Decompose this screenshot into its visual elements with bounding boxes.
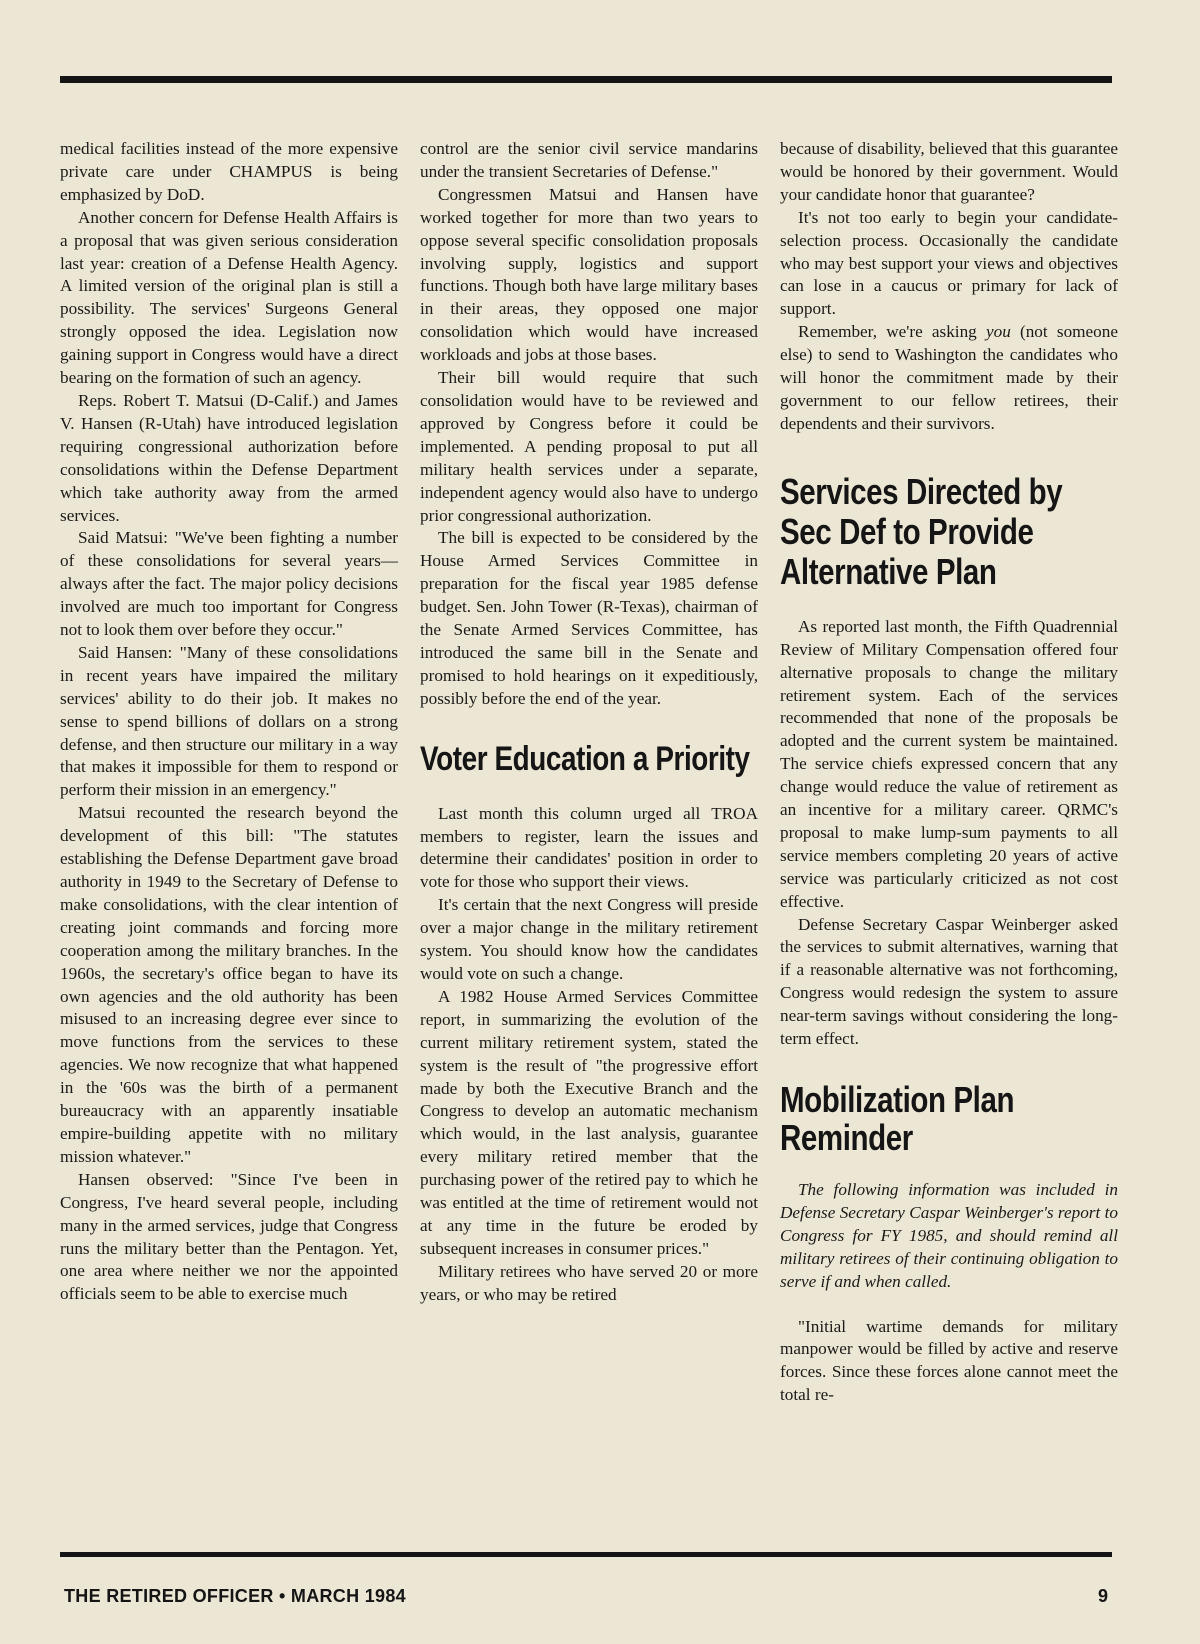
footer-publication: THE RETIRED OFFICER • MARCH 1984: [64, 1586, 406, 1606]
paragraph: Defense Secretary Caspar Weinberger asked the services to submit alternatives, warning that if a reasonable alternative was not forthcoming, Congress would redesign the system to assure near-term savings without considering the long-term effect.: [780, 914, 1118, 1049]
paragraph: because of disability, believed that this guarantee would be honored by their government. Would your candidate honor that guarantee?: [780, 139, 1118, 204]
section-headline: Mobilization Plan Reminder: [780, 1079, 1015, 1158]
paragraph: Said Hansen: "Many of these consolidations in recent years have impaired the military services' ability to do their job. It makes no sense to spend billions of dollars on a strong defense, and then structure our military in a way that makes it impossible for them to respond or perform their mission in an emergency.": [60, 642, 398, 800]
text-run: (not someone else) to send to Washington the candidates who will honor the commitment made by their government to our fellow retirees, their dependents and their survivors.: [780, 322, 1118, 433]
text-run: Remember, we're asking: [798, 322, 986, 342]
paragraph: Congressmen Matsui and Hansen have worked together for more than two years to oppose several specific consolidation proposals involving supply, logistics and support functions. Though both have large military bases in their areas, they opposed one major consolidation which would have increased workloads and jobs at those bases.: [420, 184, 758, 365]
paragraph: As reported last month, the Fifth Quadrennial Review of Military Compensation offered four alternative proposals to change the military retirement system. Each of the services recommended that none of the proposals be adopted and the current system be maintained. The service chiefs expressed concern that any change would reduce the value of retirement as an incentive for a military career. QRMC's proposal to make lump-sum payments to all service members completing 20 years of active service was particularly criticized as not cost effective.: [780, 616, 1118, 911]
section-headline: Services Directed by Sec Def to Provide Alternative Plan: [780, 470, 1063, 592]
italic-intro: The following information was included in Defense Secretary Caspar Weinberger's report to Congress for FY 1985, and should remind all military retirees of their continuing obligation to serve if and when called.: [780, 1180, 1118, 1291]
top-rule: [60, 76, 1112, 83]
paragraph: Hansen observed: "Since I've been in Congress, I've heard several people, including many in the armed services, judge that Congress runs the military better than the Pentagon. Yet, one area where neither we nor the appointed officials seem to be able to exercise much: [60, 1169, 398, 1304]
emphasis-text: you: [985, 322, 1011, 342]
paragraph: Matsui recounted the research beyond the development of this bill: "The statutes establishing the Defense Department gave broad authority in 1949 to the Secretary of Defense to make consolidations, with the clear intention of creating joint commands and forcing more cooperation among the military branches. In the 1960s, the secretary's office began to have its own agencies and the old authority has been misused to an increasing degree ever since to move functions from the services to these agencies. We now recognize that what happened in the '60s was the birth of a permanent bureaucracy with an apparently insatiable empire-building appetite with no military mission whatever.": [60, 803, 398, 1166]
paragraph: Last month this column urged all TROA members to register, learn the issues and determine their candidates' position in order to vote for those who support their views.: [420, 803, 758, 892]
paragraph: control are the senior civil service mandarins under the transient Secretaries of Defense.": [420, 139, 758, 181]
paragraph: Said Matsui: "We've been fighting a number of these consolidations for several years—always after the fact. The major policy decisions involved are much too important for Congress not to look them over before they occur.": [60, 528, 398, 640]
page-number: 9: [1098, 1586, 1109, 1606]
paragraph: "Initial wartime demands for military manpower would be filled by active and reserve forces. Since these forces alone cannot meet the total re-: [780, 1316, 1118, 1405]
section-headline: Voter Education a Priority: [420, 739, 750, 778]
paragraph: A 1982 House Armed Services Committee report, in summarizing the evolution of the current military retirement system, stated the system is the result of "the progressive effort made by both the Executive Branch and the Congress to develop an automatic mechanism which would, in the last analysis, guarantee every military retired member that the purchasing power of the retired pay to which he was entitled at the time of retirement would not at any time in the future be eroded by subsequent increases in consumer prices.": [420, 986, 758, 1258]
paragraph: The bill is expected to be considered by the House Armed Services Committee in preparation for the fiscal year 1985 defense budget. Sen. John Tower (R-Texas), chairman of the Senate Armed Services Committee, has introduced the same bill in the Senate and promised to hold hearings on it expeditiously, possibly before the end of the year.: [420, 528, 758, 708]
column-2: [420, 138, 758, 1307]
paragraph: Military retirees who have served 20 or more years, or who may be retired: [420, 1261, 758, 1304]
column-1: [60, 138, 398, 1306]
paragraph: Their bill would require that such consolidation would have to be reviewed and approved by Congress before it could be implemented. A pending proposal to put all military health services under a separate, independent agency would also have to undergo prior congressional authorization.: [420, 368, 758, 525]
paragraph: It's certain that the next Congress will preside over a major change in the military retirement system. You should know how the candidates would vote on such a change.: [420, 895, 758, 983]
paragraph: Reps. Robert T. Matsui (D-Calif.) and James V. Hansen (R-Utah) have introduced legislation requiring congressional authorization before consolidations within the Defense Department which take authority away from the armed services.: [60, 390, 398, 525]
paragraph: medical facilities instead of the more expensive private care under CHAMPUS is being emphasized by DoD.: [60, 139, 398, 204]
column-3: [780, 138, 1118, 1407]
paragraph: Another concern for Defense Health Affairs is a proposal that was given serious consideration last year: creation of a Defense Health Agency. A limited version of the original plan is still a possibility. The services' Surgeons General strongly opposed the idea. Legislation now gaining support in Congress would have a direct bearing on the formation of such an agency.: [60, 207, 398, 388]
bottom-rule: [60, 1552, 1112, 1557]
paragraph-remember: [780, 321, 1118, 436]
paragraph: It's not too early to begin your candidate-selection process. Occasionally the candidate who may best support your views and objectives can lose in a caucus or primary for lack of support.: [780, 207, 1118, 319]
